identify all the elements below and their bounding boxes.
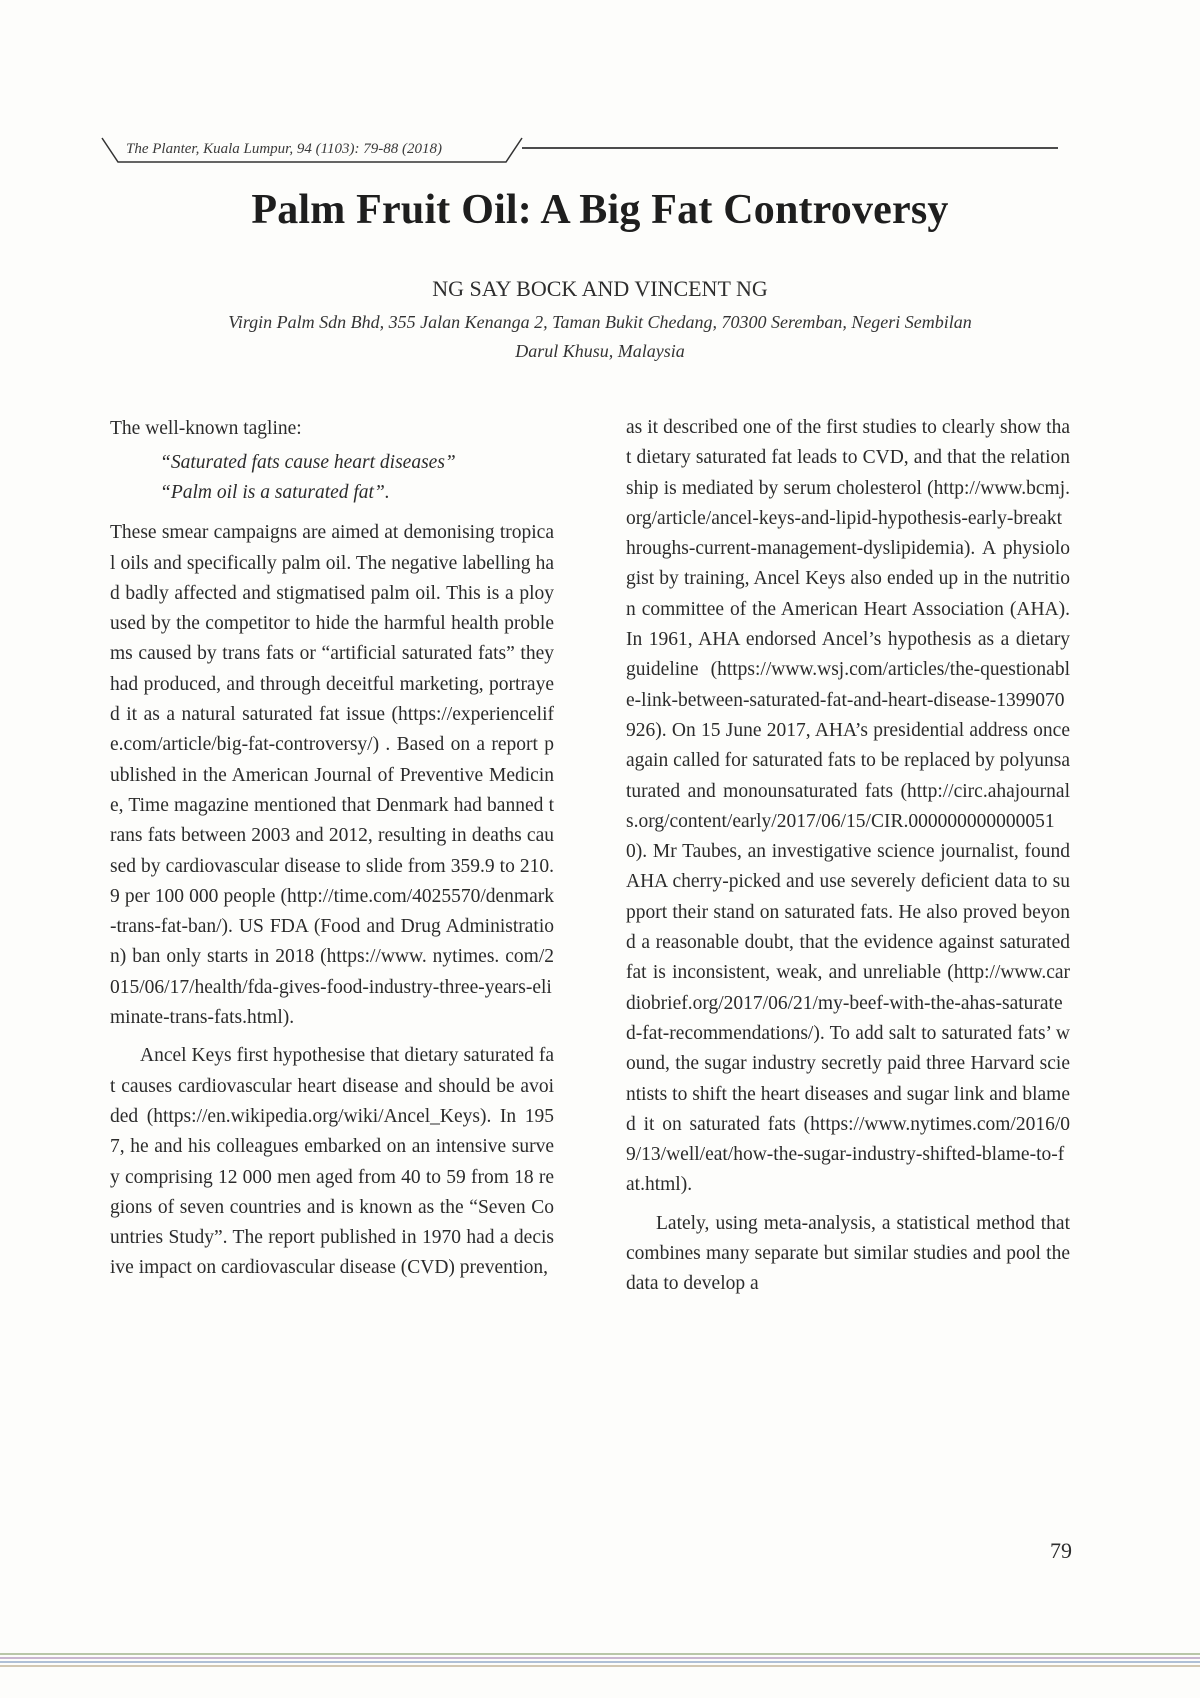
authors: NG SAY BOCK AND VINCENT NG: [432, 276, 768, 301]
affiliation-line-1: Virgin Palm Sdn Bhd, 355 Jalan Kenanga 2, Taman Bukit Chedang, 70300 Seremban, Negeri Sembilan: [228, 312, 972, 332]
tagline-quote: [110, 448, 554, 508]
right-column: [626, 413, 1070, 1300]
intro-text: The well-known tagline:: [110, 418, 302, 439]
left-column: [110, 414, 554, 1284]
affiliation: [100, 308, 1100, 366]
body-paragraph-3: as it described one of the first studies to clearly show that dietary saturated fat leads to CVD, and that the relationship is mediated by serum cholesterol (http://www.bcmj.org/article/ancel-keys-and-lipid-hypothesis-early-breakthroughs-current-management-dyslipidemia). A physiologist by training, Ancel Keys also ended up in the nutrition committee of the American Heart Association (AHA). In 1961, AHA endorsed Ancel’s hypothesis as a dietary guideline (https://www.wsj.com/articles/the-questionable-link-between-saturated-fat-and-heart-disease-1399070926). On 15 June 2017, AHA’s presidential address once again called for saturated fats to be replaced by polyunsaturated and monounsaturated fats (http://circ.ahajournals.org/content/early/2017/06/15/CIR.0000000000000510). Mr Taubes, an investigative science journalist, found AHA cherry-picked and use severely deficient data to support their stand on saturated fats. He also proved beyond a reasonable doubt, that the evidence against saturated fat is inconsistent, weak, and unreliable (http://www.cardiobrief.org/2017/06/21/my-beef-with-the-ahas-saturated-fat-recommendations/). To add salt to saturated fats’ wound, the sugar industry secretly paid three Harvard scientists to shift the heart diseases and sugar link and blamed it on saturated fats (https://www.nytimes.com/2016/09/13/well/eat/how-the-sugar-industry-shifted-blame-to-fat.html).: [626, 417, 1070, 1196]
body-paragraph-2: Ancel Keys first hypothesise that dietary saturated fat causes cardiovascular heart disease and should be avoided (https://en.wikipedia.org/wiki/Ancel_Keys). In 1957, he and his colleagues embarked on an intensive survey comprising 12 000 men aged from 40 to 59 from 18 regions of seven countries and is known as the “Seven Countries Study”. The report published in 1970 had a decisive impact on cardiovascular disease (CVD) prevention,: [110, 1045, 554, 1279]
journal-citation: The Planter, Kuala Lumpur, 94 (1103): 79-88 (2018): [126, 141, 442, 157]
journal-header: [100, 136, 1060, 166]
body-paragraph-4: Lately, using meta-analysis, a statistical method that combines many separate but similar studies and pool the data to develop a: [626, 1212, 1070, 1295]
tagline-line-2: “Palm oil is a saturated fat”.: [160, 482, 390, 504]
tagline-line-1: “Saturated fats cause heart diseases”: [160, 452, 456, 474]
body-paragraph-1: These smear campaigns are aimed at demonising tropical oils and specifically palm oil. The negative labelling had badly affected and stigmatised palm oil. This is a ploy used by the competitor to hide the harmful health problems caused by trans fats or “artificial saturated fats” they had produced, and through deceitful marketing, portrayed it as a natural saturated fat issue (https://experiencelife.com/article/big-fat-controversy/) . Based on a report published in the American Journal of Preventive Medicine, Time magazine mentioned that Denmark had banned trans fats between 2003 and 2012, resulting in deaths caused by cardiovascular disease to slide from 359.9 to 210.9 per 100 000 people (http://time.com/4025570/denmark-trans-fat-ban/). US FDA (Food and Drug Administration) ban only starts in 2018 (https://www. nytimes. com/2015/06/17/health/fda-gives-food-industry-three-years-eliminate-trans-fats.html).: [110, 522, 554, 1029]
article-title: Palm Fruit Oil: A Big Fat Controversy: [251, 187, 949, 233]
affiliation-line-2: Darul Khusu, Malaysia: [515, 341, 685, 361]
bottom-scan-band: [0, 1650, 1200, 1670]
page-number: 79: [1050, 1538, 1072, 1563]
